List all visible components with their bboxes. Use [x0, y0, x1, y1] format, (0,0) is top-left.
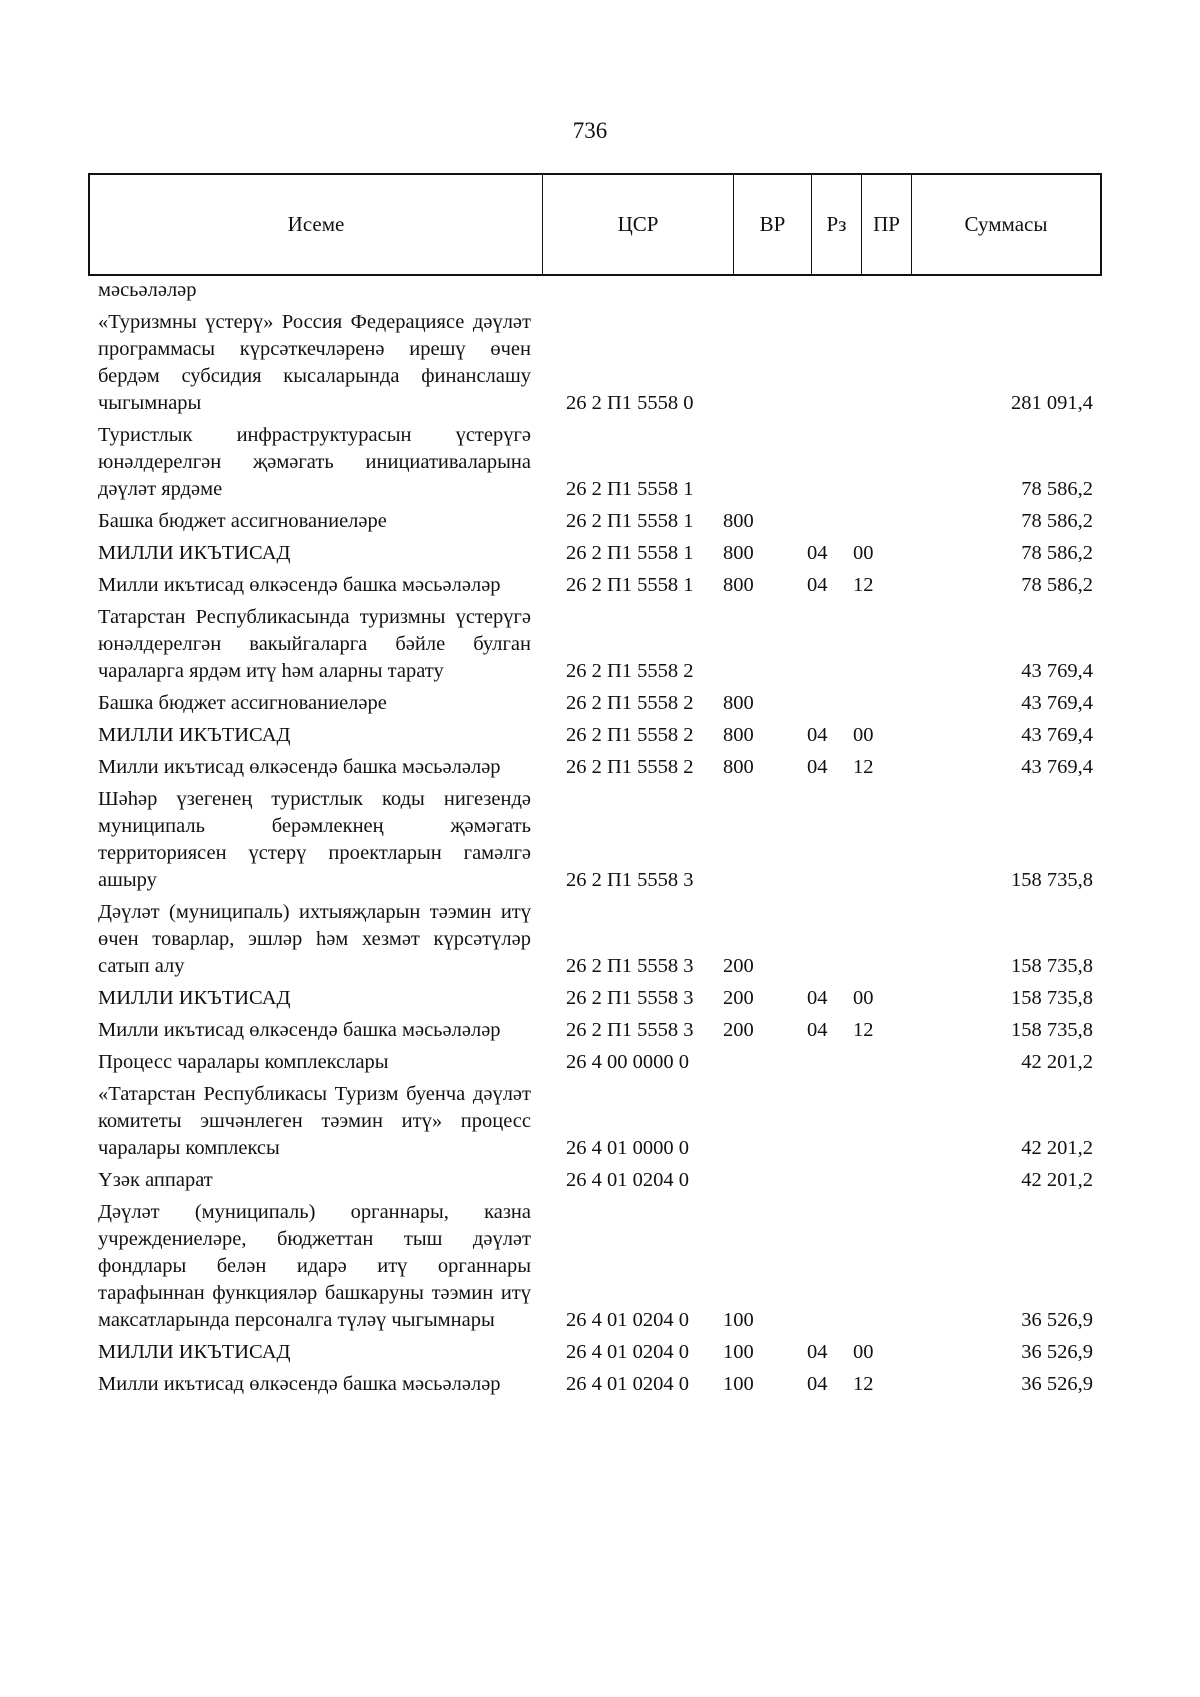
cell-rz: 04 [807, 724, 828, 746]
cell-csr: 26 2 П1 5558 1 [566, 510, 694, 532]
cell-sum: 78 586,2 [1021, 542, 1093, 564]
cell-csr: 26 2 П1 5558 1 [566, 574, 694, 596]
header-vr: ВР [734, 175, 812, 274]
cell-pr: 12 [853, 1019, 874, 1041]
cell-name: «Туризмны үстерү» Россия Федерациясе дәүләт программасы күрсәткечләренә ирешү өчен бердәм субсидия кысаларында финанслашу чыгымнары [98, 311, 531, 414]
header-rz: Рз [812, 175, 862, 274]
cell-name: Үзәк аппарат [98, 1169, 213, 1191]
cell-name: мәсьәләләр [98, 279, 197, 301]
table-row [98, 1081, 1098, 1162]
cell-csr: 26 2 П1 5558 1 [566, 478, 694, 500]
cell-name: МИЛЛИ ИКЪТИСАД [98, 724, 291, 746]
cell-sum: 281 091,4 [1011, 392, 1093, 414]
cell-sum: 36 526,9 [1021, 1309, 1093, 1331]
table-row [98, 1017, 1098, 1044]
cell-pr: 12 [853, 574, 874, 596]
header-sum: Суммасы [964, 212, 1048, 236]
cell-csr: 26 4 01 0204 0 [566, 1373, 689, 1395]
cell-name: Процесс чаралары комплекслары [98, 1051, 389, 1073]
cell-name: Дәүләт (муниципаль) ихтыяҗларын тәэмин итү өчен товарлар, эшләр һәм хезмәт күрсәтүләр сатып алу [98, 901, 531, 977]
table-row [98, 786, 1098, 894]
cell-vr: 200 [723, 1019, 754, 1041]
cell-name: МИЛЛИ ИКЪТИСАД [98, 987, 291, 1009]
cell-name: Татарстан Республикасында туризмны үстерүгә юнәлдерелгән вакыйгаларга бәйле булган чараларга ярдәм итү һәм аларны тарату [98, 606, 531, 682]
header-pr: ПР [862, 175, 912, 274]
cell-pr: 00 [853, 724, 874, 746]
cell-sum: 78 586,2 [1021, 574, 1093, 596]
cell-vr: 200 [723, 955, 754, 977]
table-row [98, 1339, 1098, 1366]
cell-name: Милли икътисад өлкәсендә башка мәсьәләләр [98, 756, 501, 778]
cell-rz: 04 [807, 1019, 828, 1041]
table-row [98, 1167, 1098, 1194]
cell-csr: 26 2 П1 5558 3 [566, 1019, 694, 1041]
cell-csr: 26 2 П1 5558 3 [566, 955, 694, 977]
cell-sum: 78 586,2 [1021, 478, 1093, 500]
cell-name: Милли икътисад өлкәсендә башка мәсьәләләр [98, 1019, 501, 1041]
cell-sum: 158 735,8 [1011, 1019, 1093, 1041]
cell-sum: 43 769,4 [1021, 724, 1093, 746]
cell-csr: 26 2 П1 5558 2 [566, 692, 694, 714]
cell-name: МИЛЛИ ИКЪТИСАД [98, 542, 291, 564]
table-row [98, 1049, 1098, 1076]
cell-csr: 26 2 П1 5558 0 [566, 392, 694, 414]
cell-rz: 04 [807, 1373, 828, 1395]
table-row [98, 309, 1098, 417]
table-header [88, 173, 1102, 276]
cell-csr: 26 2 П1 5558 2 [566, 724, 694, 746]
cell-rz: 04 [807, 987, 828, 1009]
cell-vr: 800 [723, 692, 754, 714]
table-body [98, 277, 1098, 1398]
table-row [98, 540, 1098, 567]
cell-rz: 04 [807, 1341, 828, 1363]
cell-sum: 43 769,4 [1021, 692, 1093, 714]
cell-name: Башка бюджет ассигнованиеләре [98, 510, 387, 532]
cell-name: Шәһәр үзегенең туристлык коды нигезендә муниципаль берәмлекнең җәмәгать территориясен үстерү проектларын гамәлгә ашыру [98, 788, 531, 891]
table-row [98, 508, 1098, 535]
table-row [98, 1371, 1098, 1398]
table-row [98, 277, 1098, 304]
table-row [98, 722, 1098, 749]
table-row [98, 422, 1098, 503]
cell-csr: 26 4 01 0204 0 [566, 1169, 689, 1191]
cell-csr: 26 4 01 0204 0 [566, 1309, 689, 1331]
cell-csr: 26 4 01 0204 0 [566, 1341, 689, 1363]
table-row [98, 572, 1098, 599]
cell-csr: 26 2 П1 5558 3 [566, 869, 694, 891]
cell-sum: 36 526,9 [1021, 1373, 1093, 1395]
table-row [98, 985, 1098, 1012]
cell-sum: 43 769,4 [1021, 660, 1093, 682]
cell-pr: 12 [853, 756, 874, 778]
cell-sum: 42 201,2 [1021, 1051, 1093, 1073]
cell-pr: 00 [853, 542, 874, 564]
cell-sum: 36 526,9 [1021, 1341, 1093, 1363]
cell-pr: 12 [853, 1373, 874, 1395]
cell-csr: 26 2 П1 5558 3 [566, 987, 694, 1009]
cell-name: МИЛЛИ ИКЪТИСАД [98, 1341, 291, 1363]
cell-vr: 800 [723, 724, 754, 746]
cell-name: Дәүләт (муниципаль) органнары, казна учреждениеләре, бюджеттан тыш дәүләт фондлары белән идарә итү органнары тарафыннан функцияләр башкаруны тәэмин итү максатларында персоналга түләү чыгымнары [98, 1201, 531, 1331]
table-row [98, 754, 1098, 781]
table-row [98, 604, 1098, 685]
cell-vr: 800 [723, 574, 754, 596]
cell-csr: 26 2 П1 5558 2 [566, 756, 694, 778]
cell-csr: 26 2 П1 5558 2 [566, 660, 694, 682]
cell-pr: 00 [853, 987, 874, 1009]
cell-pr: 00 [853, 1341, 874, 1363]
cell-sum: 158 735,8 [1011, 987, 1093, 1009]
cell-rz: 04 [807, 542, 828, 564]
cell-vr: 800 [723, 542, 754, 564]
header-name: Исеме [90, 175, 543, 274]
page-number: 736 [572, 118, 608, 143]
cell-csr: 26 4 00 0000 0 [566, 1051, 689, 1073]
cell-name: Милли икътисад өлкәсендә башка мәсьәләләр [98, 574, 501, 596]
cell-vr: 800 [723, 756, 754, 778]
cell-sum: 42 201,2 [1021, 1169, 1093, 1191]
cell-vr: 800 [723, 510, 754, 532]
cell-rz: 04 [807, 574, 828, 596]
cell-sum: 158 735,8 [1011, 955, 1093, 977]
cell-rz: 04 [807, 756, 828, 778]
cell-name: Туристлык инфраструктурасын үстерүгә юнәлдерелгән җәмәгать инициативаларына дәүләт ярдәме [98, 424, 531, 500]
cell-sum: 42 201,2 [1021, 1137, 1093, 1159]
cell-name: Милли икътисад өлкәсендә башка мәсьәләләр [98, 1373, 501, 1395]
cell-csr: 26 4 01 0000 0 [566, 1137, 689, 1159]
table-row [98, 899, 1098, 980]
cell-vr: 100 [723, 1341, 754, 1363]
cell-vr: 100 [723, 1373, 754, 1395]
header-csr: ЦСР [543, 175, 734, 274]
table-row [98, 1199, 1098, 1334]
cell-csr: 26 2 П1 5558 1 [566, 542, 694, 564]
cell-name: Башка бюджет ассигнованиеләре [98, 692, 387, 714]
cell-vr: 200 [723, 987, 754, 1009]
cell-sum: 78 586,2 [1021, 510, 1093, 532]
cell-name: «Татарстан Республикасы Туризм буенча дәүләт комитеты эшчәнлеген тәэмин итү» процесс чаралары комплексы [98, 1083, 531, 1159]
cell-sum: 43 769,4 [1021, 756, 1093, 778]
table-row [98, 690, 1098, 717]
cell-sum: 158 735,8 [1011, 869, 1093, 891]
cell-vr: 100 [723, 1309, 754, 1331]
